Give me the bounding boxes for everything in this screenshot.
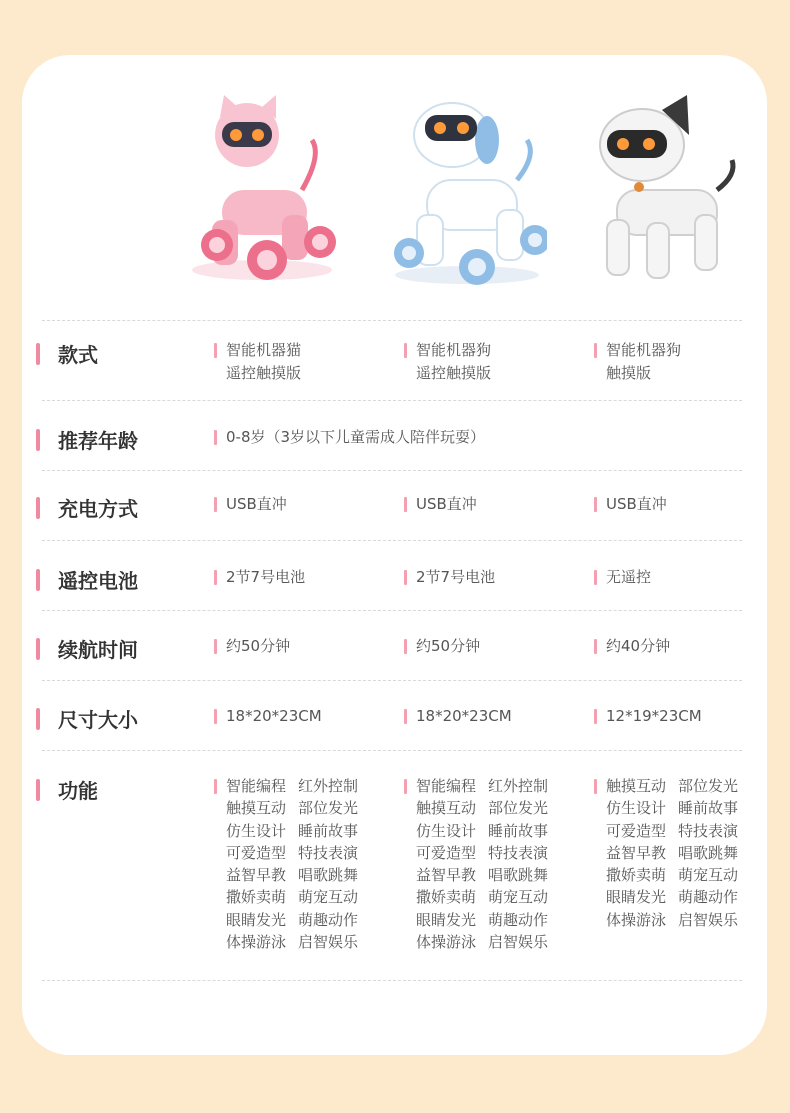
row-label-features: 功能: [36, 775, 98, 804]
size-col1: 18*20*23CM: [226, 705, 322, 728]
features-col3: [606, 775, 738, 931]
row-divider: [42, 750, 742, 751]
row-label-charging: 充电方式: [36, 493, 138, 522]
style-col1: 智能机器猫 遥控触摸版: [226, 339, 301, 384]
battery-col3: 无遥控: [606, 566, 651, 589]
runtime-col2: 约50分钟: [416, 635, 480, 658]
features-col1: [226, 775, 358, 953]
age-value: 0-8岁（3岁以下儿童需成人陪伴玩耍）: [226, 426, 485, 449]
size-col2: 18*20*23CM: [416, 705, 512, 728]
runtime-col3: 约40分钟: [606, 635, 670, 658]
charging-col1: USB直冲: [226, 493, 287, 516]
row-divider: [42, 400, 742, 401]
row-label-runtime: 续航时间: [36, 634, 138, 663]
features-col1-b: 红外控制 部位发光 睡前故事 特技表演 唱歌跳舞 萌宠互动 萌趣动作 启智娱乐: [298, 777, 359, 952]
table-bottom-divider: [42, 980, 742, 981]
style-col2: 智能机器狗 遥控触摸版: [416, 339, 491, 384]
row-divider: [42, 680, 742, 681]
row-label-style: 款式: [36, 339, 98, 368]
features-col2: [416, 775, 548, 953]
label-marker: [36, 779, 40, 801]
size-col3: 12*19*23CM: [606, 705, 702, 728]
charging-col3: USB直冲: [606, 493, 667, 516]
label-marker: [36, 708, 40, 730]
product-images: [22, 95, 767, 305]
label-marker: [36, 429, 40, 451]
spec-card: [22, 55, 767, 1055]
white-robot-dog-image: [577, 95, 747, 295]
pink-robot-cat-image: [172, 95, 342, 295]
charging-col2: USB直冲: [416, 493, 477, 516]
blue-robot-dog-image: [377, 95, 547, 295]
battery-col2: 2节7号电池: [416, 566, 495, 589]
row-divider: [42, 470, 742, 471]
battery-col1: 2节7号电池: [226, 566, 305, 589]
table-top-divider: [42, 320, 742, 321]
features-col3-a: 触摸互动 仿生设计 可爱造型 益智早教 撒娇卖萌 眼睛发光 体操游泳: [606, 777, 667, 929]
style-col3: 智能机器狗 触摸版: [606, 339, 681, 384]
row-label-battery: 遥控电池: [36, 565, 138, 594]
features-col2-a: 智能编程 触摸互动 仿生设计 可爱造型 益智早教 撒娇卖萌 眼睛发光 体操游泳: [416, 777, 477, 952]
row-label-size: 尺寸大小: [36, 704, 138, 733]
features-col3-b: 部位发光 睡前故事 特技表演 唱歌跳舞 萌宠互动 萌趣动作 启智娱乐: [678, 777, 739, 929]
label-marker: [36, 497, 40, 519]
label-marker: [36, 343, 40, 365]
label-marker: [36, 569, 40, 591]
row-divider: [42, 540, 742, 541]
label-marker: [36, 638, 40, 660]
row-divider: [42, 610, 742, 611]
row-label-age: 推荐年龄: [36, 425, 138, 454]
features-col2-b: 红外控制 部位发光 睡前故事 特技表演 唱歌跳舞 萌宠互动 萌趣动作 启智娱乐: [488, 777, 549, 952]
features-col1-a: 智能编程 触摸互动 仿生设计 可爱造型 益智早教 撒娇卖萌 眼睛发光 体操游泳: [226, 777, 287, 952]
runtime-col1: 约50分钟: [226, 635, 290, 658]
